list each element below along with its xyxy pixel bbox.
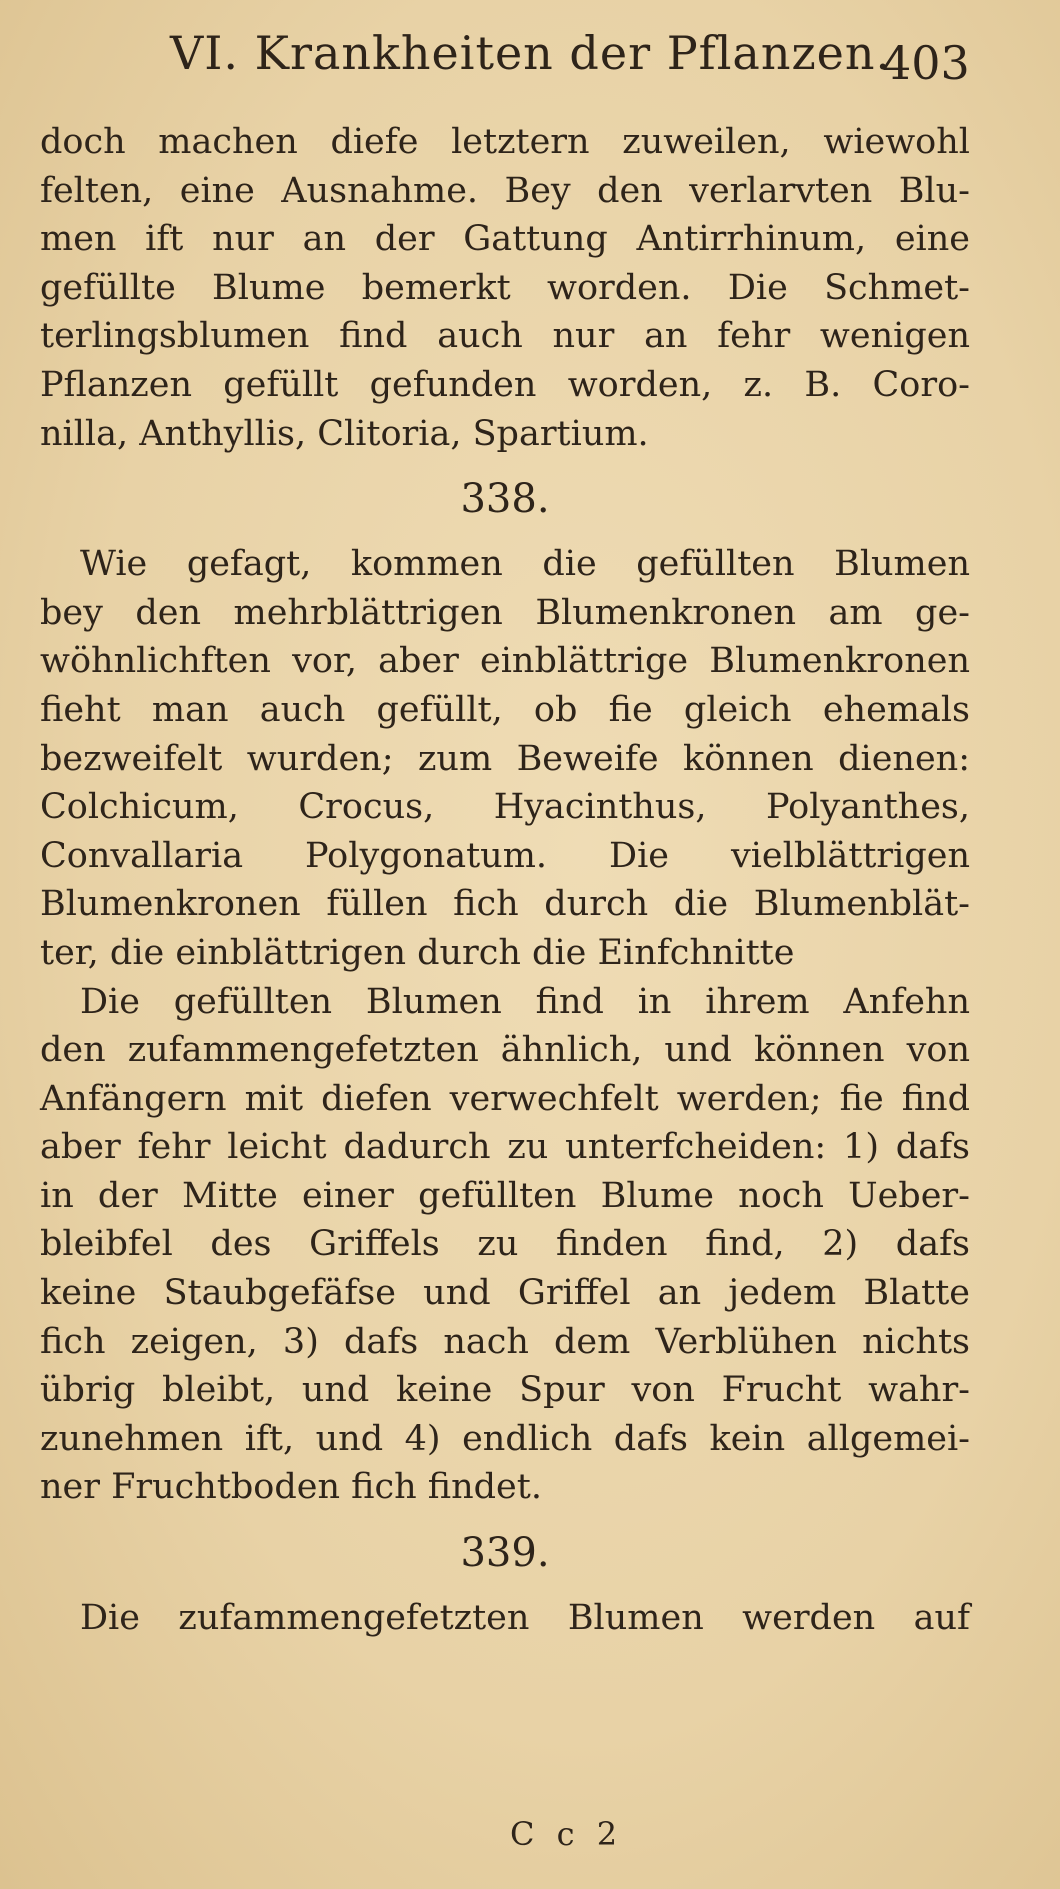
text-line: bezweifelt wurden; zum Beweife können dienen: [40,738,970,779]
text-line: in der Mitte einer gefüllten Blume noch Ueber- [40,1175,970,1216]
text-line: Wie gefagt, kommen die gefüllten Blumen [80,544,970,585]
text-line: keine Staubgefäfse und Griffel an jedem Blatte [40,1273,970,1314]
text-line: übrig bleibt, und keine Spur von Frucht wahr- [40,1370,970,1411]
text-line: bleibfel des Griffels zu finden find, 2) dafs [40,1224,970,1265]
text-line: doch machen diefe letztern zuweilen, wiewohl [40,122,970,162]
text-line: Die zufammengefetzten Blumen werden auf [80,1598,970,1639]
running-title: VI. Krankheiten der Pflanzen. [170,26,892,80]
text-line: fieht man auch gefüllt, ob fie gleich ehemals [40,689,970,730]
text-line: zunehmen ift, und 4) endlich dafs kein allgemei- [40,1418,970,1459]
text-line: Anfängern mit diefen verwechfelt werden; fie find [40,1078,970,1119]
text-line: Die gefüllten Blumen find in ihrem Anfehn [80,981,970,1022]
text-line: Pflanzen gefüllt gefunden worden, z. B. Coro- [40,364,970,405]
text-line: bey den mehrblättrigen Blumenkronen am ge- [40,592,970,633]
text-line: fich zeigen, 3) dafs nach dem Verblühen nichts [40,1321,970,1362]
page-number: 403 [882,36,970,90]
text-line: gefüllte Blume bemerkt worden. Die Schmet- [40,267,970,308]
text-line: wöhnlichften vor, aber einblättrige Blumenkronen [40,641,970,682]
section-number: 338. [460,476,550,523]
section-number: 339. [460,1530,550,1577]
text-line: ter, die einblättrigen durch die Einfchnitte [40,932,795,973]
signature-mark: C c 2 [510,1815,624,1853]
text-line: den zufammengefetzten ähnlich, und können von [40,1030,970,1071]
text-line: felten, eine Ausnahme. Bey den verlarvten Blu- [40,170,970,211]
body-text [40,118,970,1643]
text-line: Colchicum, Crocus, Hyacinthus, Polyanthes, [40,787,970,828]
text-line: Convallaria Polygonatum. Die vielblättrigen [40,835,970,876]
text-line: aber fehr leicht dadurch zu unterfcheiden: 1) dafs [40,1127,970,1168]
text-line: terlingsblumen find auch nur an fehr wenigen [40,316,970,357]
text-line: Blumenkronen füllen fich durch die Blumenblät- [40,884,970,925]
text-line: nilla, Anthyllis, Clitoria, Spartium. [40,413,649,454]
text-line: men ift nur an der Gattung Antirrhinum, eine [40,219,970,260]
text-line: ner Fruchtboden fich findet. [40,1467,542,1508]
running-header [0,18,1060,88]
